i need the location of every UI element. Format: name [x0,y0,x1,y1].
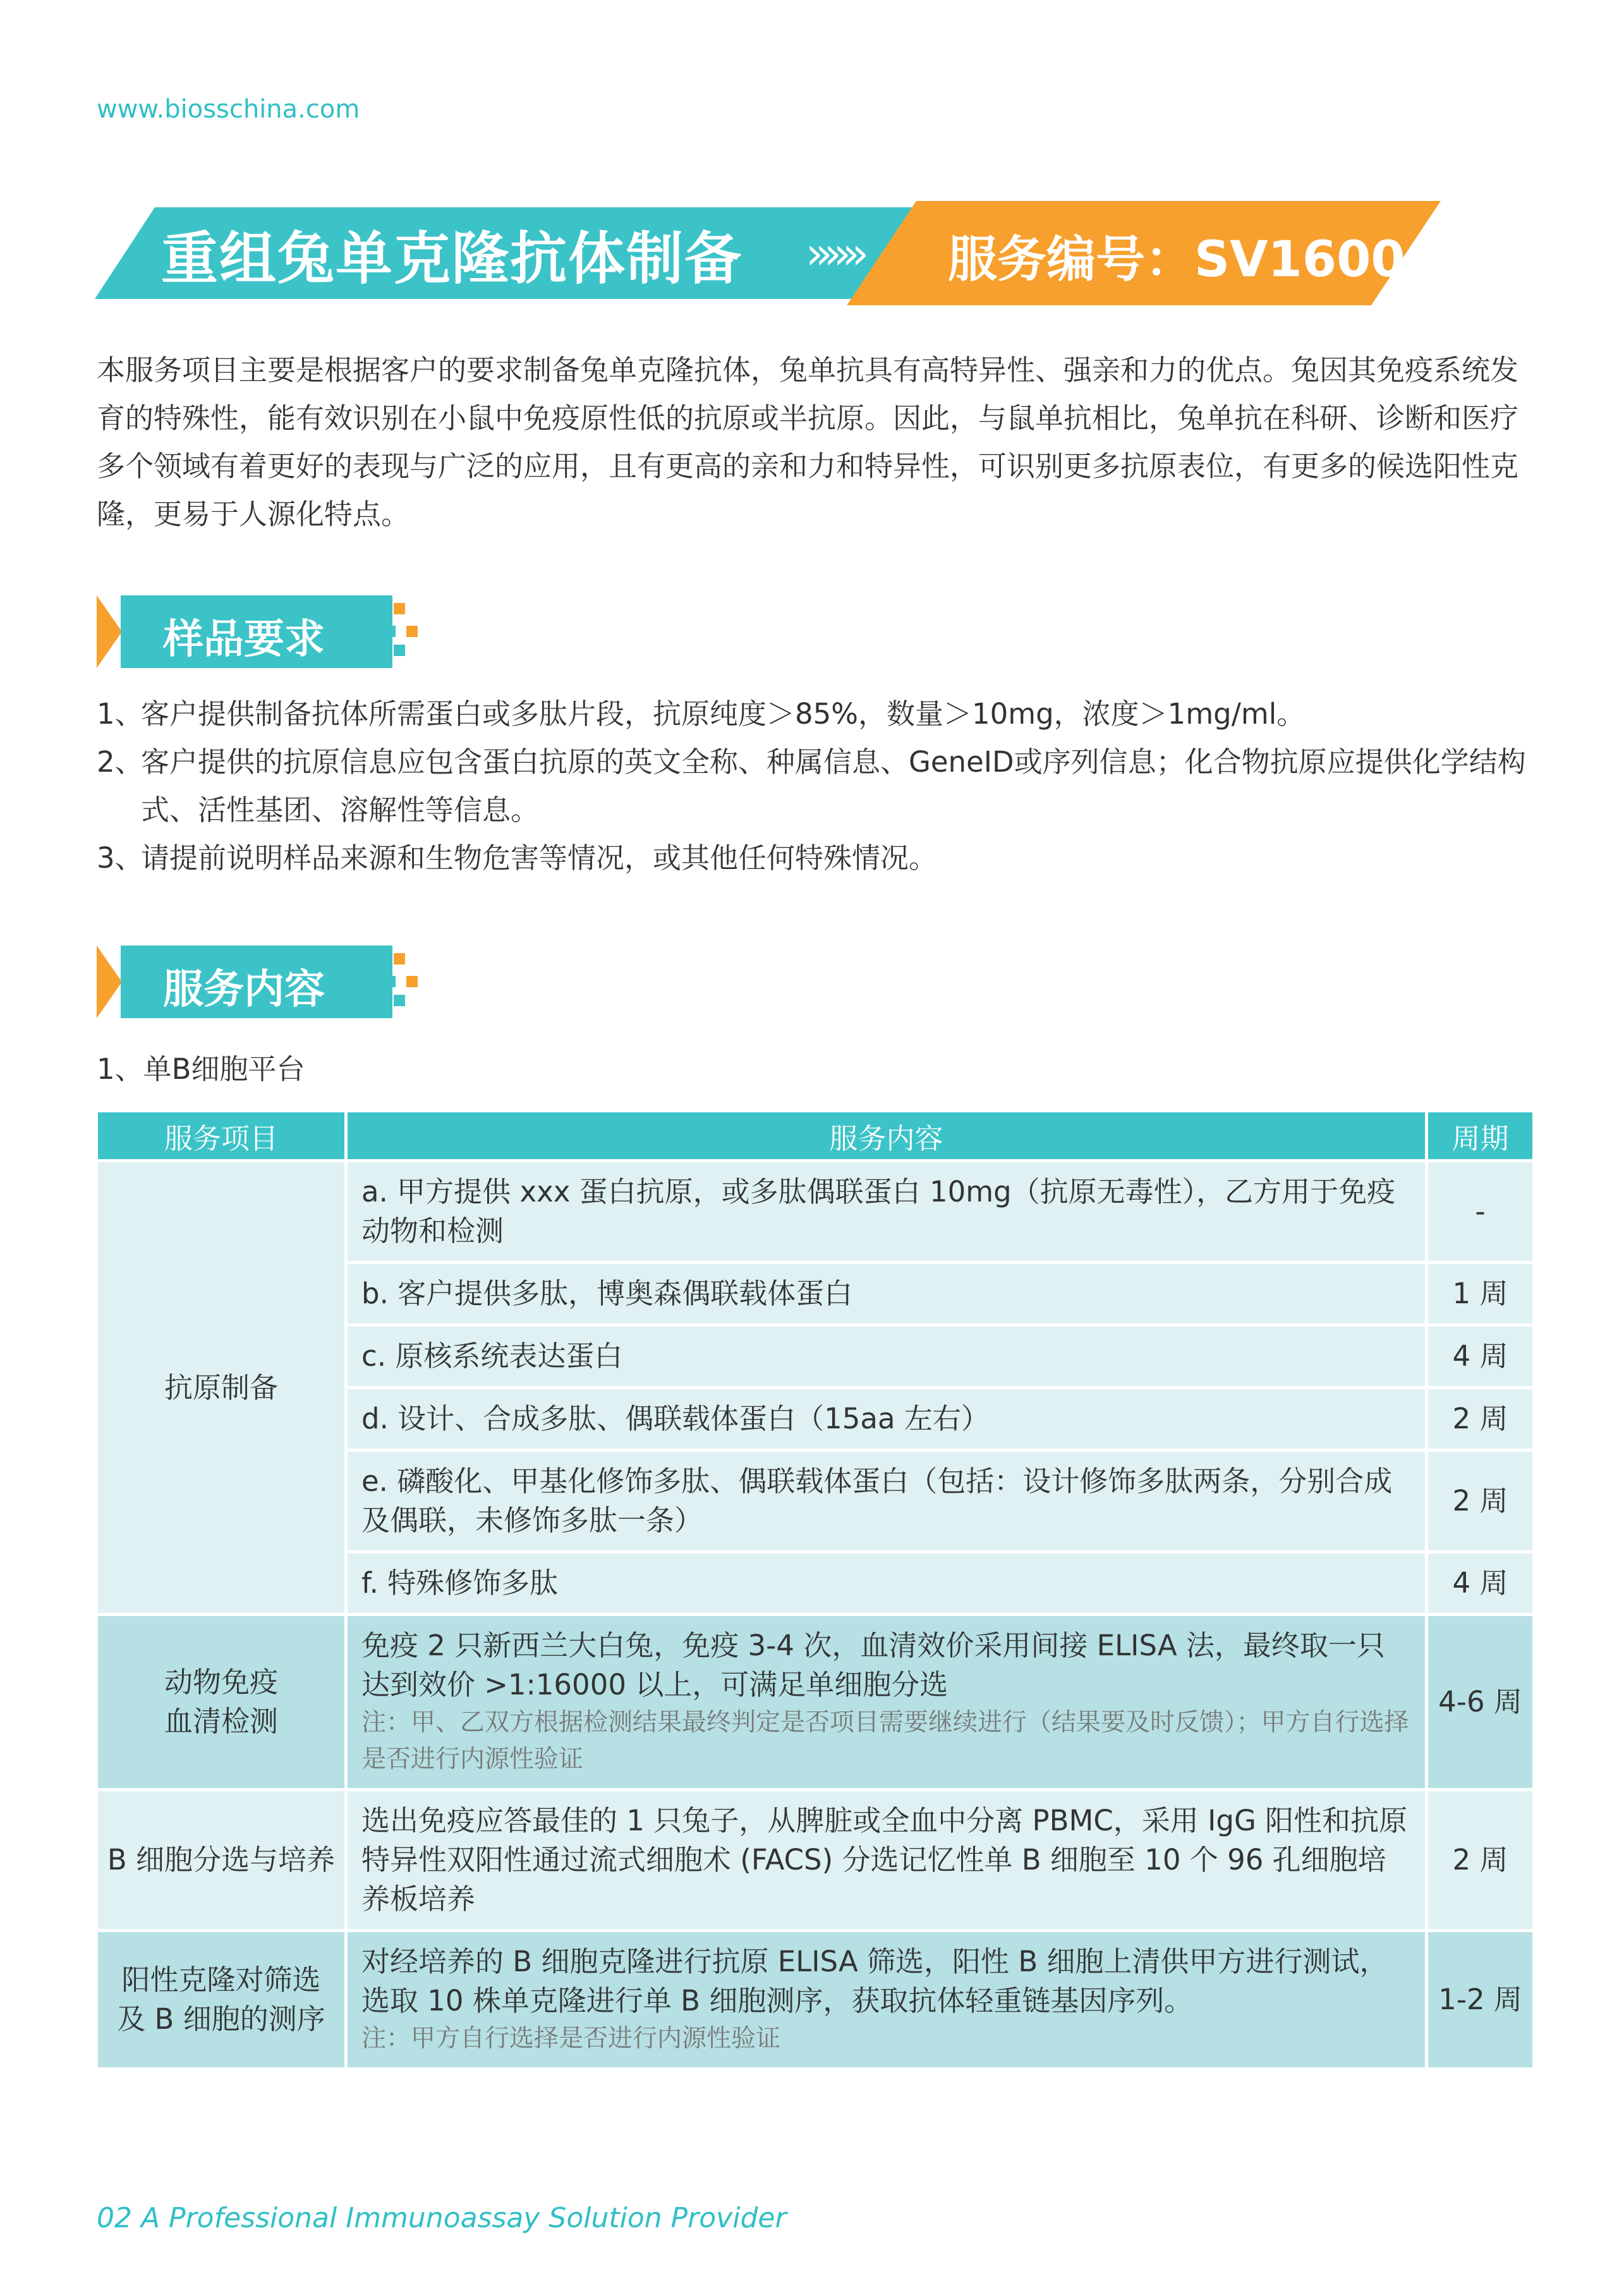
page-title: 重组兔单克隆抗体制备 [161,226,742,292]
content-cell: c. 原核系统表达蛋白 [346,1325,1427,1388]
period-cell: - [1427,1161,1534,1263]
category-cell: B 细胞分选与培养 [97,1790,346,1931]
column-header: 服务项目 [97,1111,346,1161]
table-row [97,1615,1534,1790]
period-cell: 4 周 [1427,1325,1534,1388]
period-cell: 4 周 [1427,1552,1534,1615]
section-arrow-icon [97,946,122,1018]
category-line: 及 B 细胞的测序 [117,2002,325,2036]
service-code: 服务编号：SV1600 [948,231,1405,288]
content-cell [346,1931,1427,2069]
list-item-number: 3、 [97,841,143,875]
list-item-text: 客户提供的抗原信息应包含蛋白抗原的英文全称、种属信息、GeneID或序列信息；化合物抗原应提供化学结构式、活性基团、溶解性等信息。 [141,745,1526,827]
list-item [97,834,1531,882]
section-header-service [97,946,425,1018]
category-line: 阳性克隆对筛选 [121,1963,321,1997]
chevrons-icon: »»» [806,228,861,279]
pixel-dots-icon [375,946,438,1018]
list-item-text: 请提前说明样品来源和生物危害等情况，或其他任何特殊情况。 [141,841,938,875]
period-cell: 2 周 [1427,1388,1534,1451]
column-header: 服务内容 [346,1111,1427,1161]
content-text: 对经培养的 B 细胞克隆进行抗原 ELISA 筛选，阳性 B 细胞上清供甲方进行测试，选取 10 株单克隆进行单 B 细胞测序，获取抗体轻重链基因序列。 [361,1945,1388,2017]
platform-subtitle: 1、单B细胞平台 [97,1052,305,1086]
column-header: 周期 [1427,1111,1534,1161]
period-cell: 2 周 [1427,1451,1534,1552]
category-cell [97,1931,346,2069]
section-title-sample: 样品要求 [163,616,325,663]
table-row [97,1790,1534,1931]
category-cell: 抗原制备 [97,1161,346,1615]
table-row [97,1931,1534,2069]
content-cell: a. 甲方提供 xxx 蛋白抗原，或多肽偶联蛋白 10mg（抗原无毒性），乙方用于免疫动物和检测 [346,1161,1427,1263]
period-cell: 4-6 周 [1427,1615,1534,1790]
section-header-sample [97,595,425,668]
content-cell: d. 设计、合成多肽、偶联载体蛋白（15aa 左右） [346,1388,1427,1451]
sample-requirements-list [97,690,1531,882]
section-title-service: 服务内容 [163,966,325,1013]
page-footer: 02 A Professional Immunoassay Solution Provider [97,2202,787,2234]
period-cell: 2 周 [1427,1790,1534,1931]
list-item [97,738,1531,834]
table-row [97,1161,1534,1263]
content-cell: f. 特殊修饰多肽 [346,1552,1427,1615]
content-cell [346,1615,1427,1790]
section-arrow-icon [97,595,122,668]
list-item-number: 1、 [97,697,143,731]
pixel-dots-icon [375,595,438,668]
website-url[interactable]: www.biosschina.com [97,95,360,124]
content-text: 免疫 2 只新西兰大白兔，免疫 3-4 次，血清效价采用间接 ELISA 法，最终取一只达到效价 >1:16000 以上，可满足单细胞分选 [361,1629,1385,1701]
content-cell: 选出免疫应答最佳的 1 只兔子，从脾脏或全血中分离 PBMC，采用 IgG 阳性和抗原特异性双阳性通过流式细胞术 (FACS) 分选记忆性单 B 细胞至 10 个 96 孔细胞培养板培养 [346,1790,1427,1931]
table-header-row [97,1111,1534,1161]
period-cell: 1-2 周 [1427,1931,1534,2069]
list-item [97,690,1531,738]
note-text: 注：甲、乙双方根据检测结果最终判定是否项目需要继续进行（结果要及时反馈）；甲方自行选择是否进行内源性验证 [361,1708,1409,1773]
intro-paragraph: 本服务项目主要是根据客户的要求制备兔单克隆抗体，兔单抗具有高特异性、强亲和力的优点。兔因其免疫系统发育的特殊性，能有效识别在小鼠中免疫原性低的抗原或半抗原。因此，与鼠单抗相比，兔单抗在科研、诊断和医疗多个领域有着更好的表现与广泛的应用，且有更高的亲和力和特异性，可识别更多抗原表位，有更多的候选阳性克隆，更易于人源化特点。 [97,353,1519,531]
title-banner [95,201,1441,305]
list-item-number: 2、 [97,745,143,779]
note-text: 注：甲方自行选择是否进行内源性验证 [361,2024,781,2053]
content-cell: b. 客户提供多肽，博奥森偶联载体蛋白 [346,1263,1427,1325]
service-table [95,1109,1536,2071]
category-cell [97,1615,346,1790]
category-line: 血清检测 [164,1705,278,1738]
category-line: 动物免疫 [164,1665,278,1699]
list-item-text: 客户提供制备抗体所需蛋白或多肽片段，抗原纯度＞85%，数量＞10mg，浓度＞1mg/ml。 [141,697,1306,731]
content-cell: e. 磷酸化、甲基化修饰多肽、偶联载体蛋白（包括：设计修饰多肽两条，分别合成及偶联，未修饰多肽一条） [346,1451,1427,1552]
period-cell: 1 周 [1427,1263,1534,1325]
